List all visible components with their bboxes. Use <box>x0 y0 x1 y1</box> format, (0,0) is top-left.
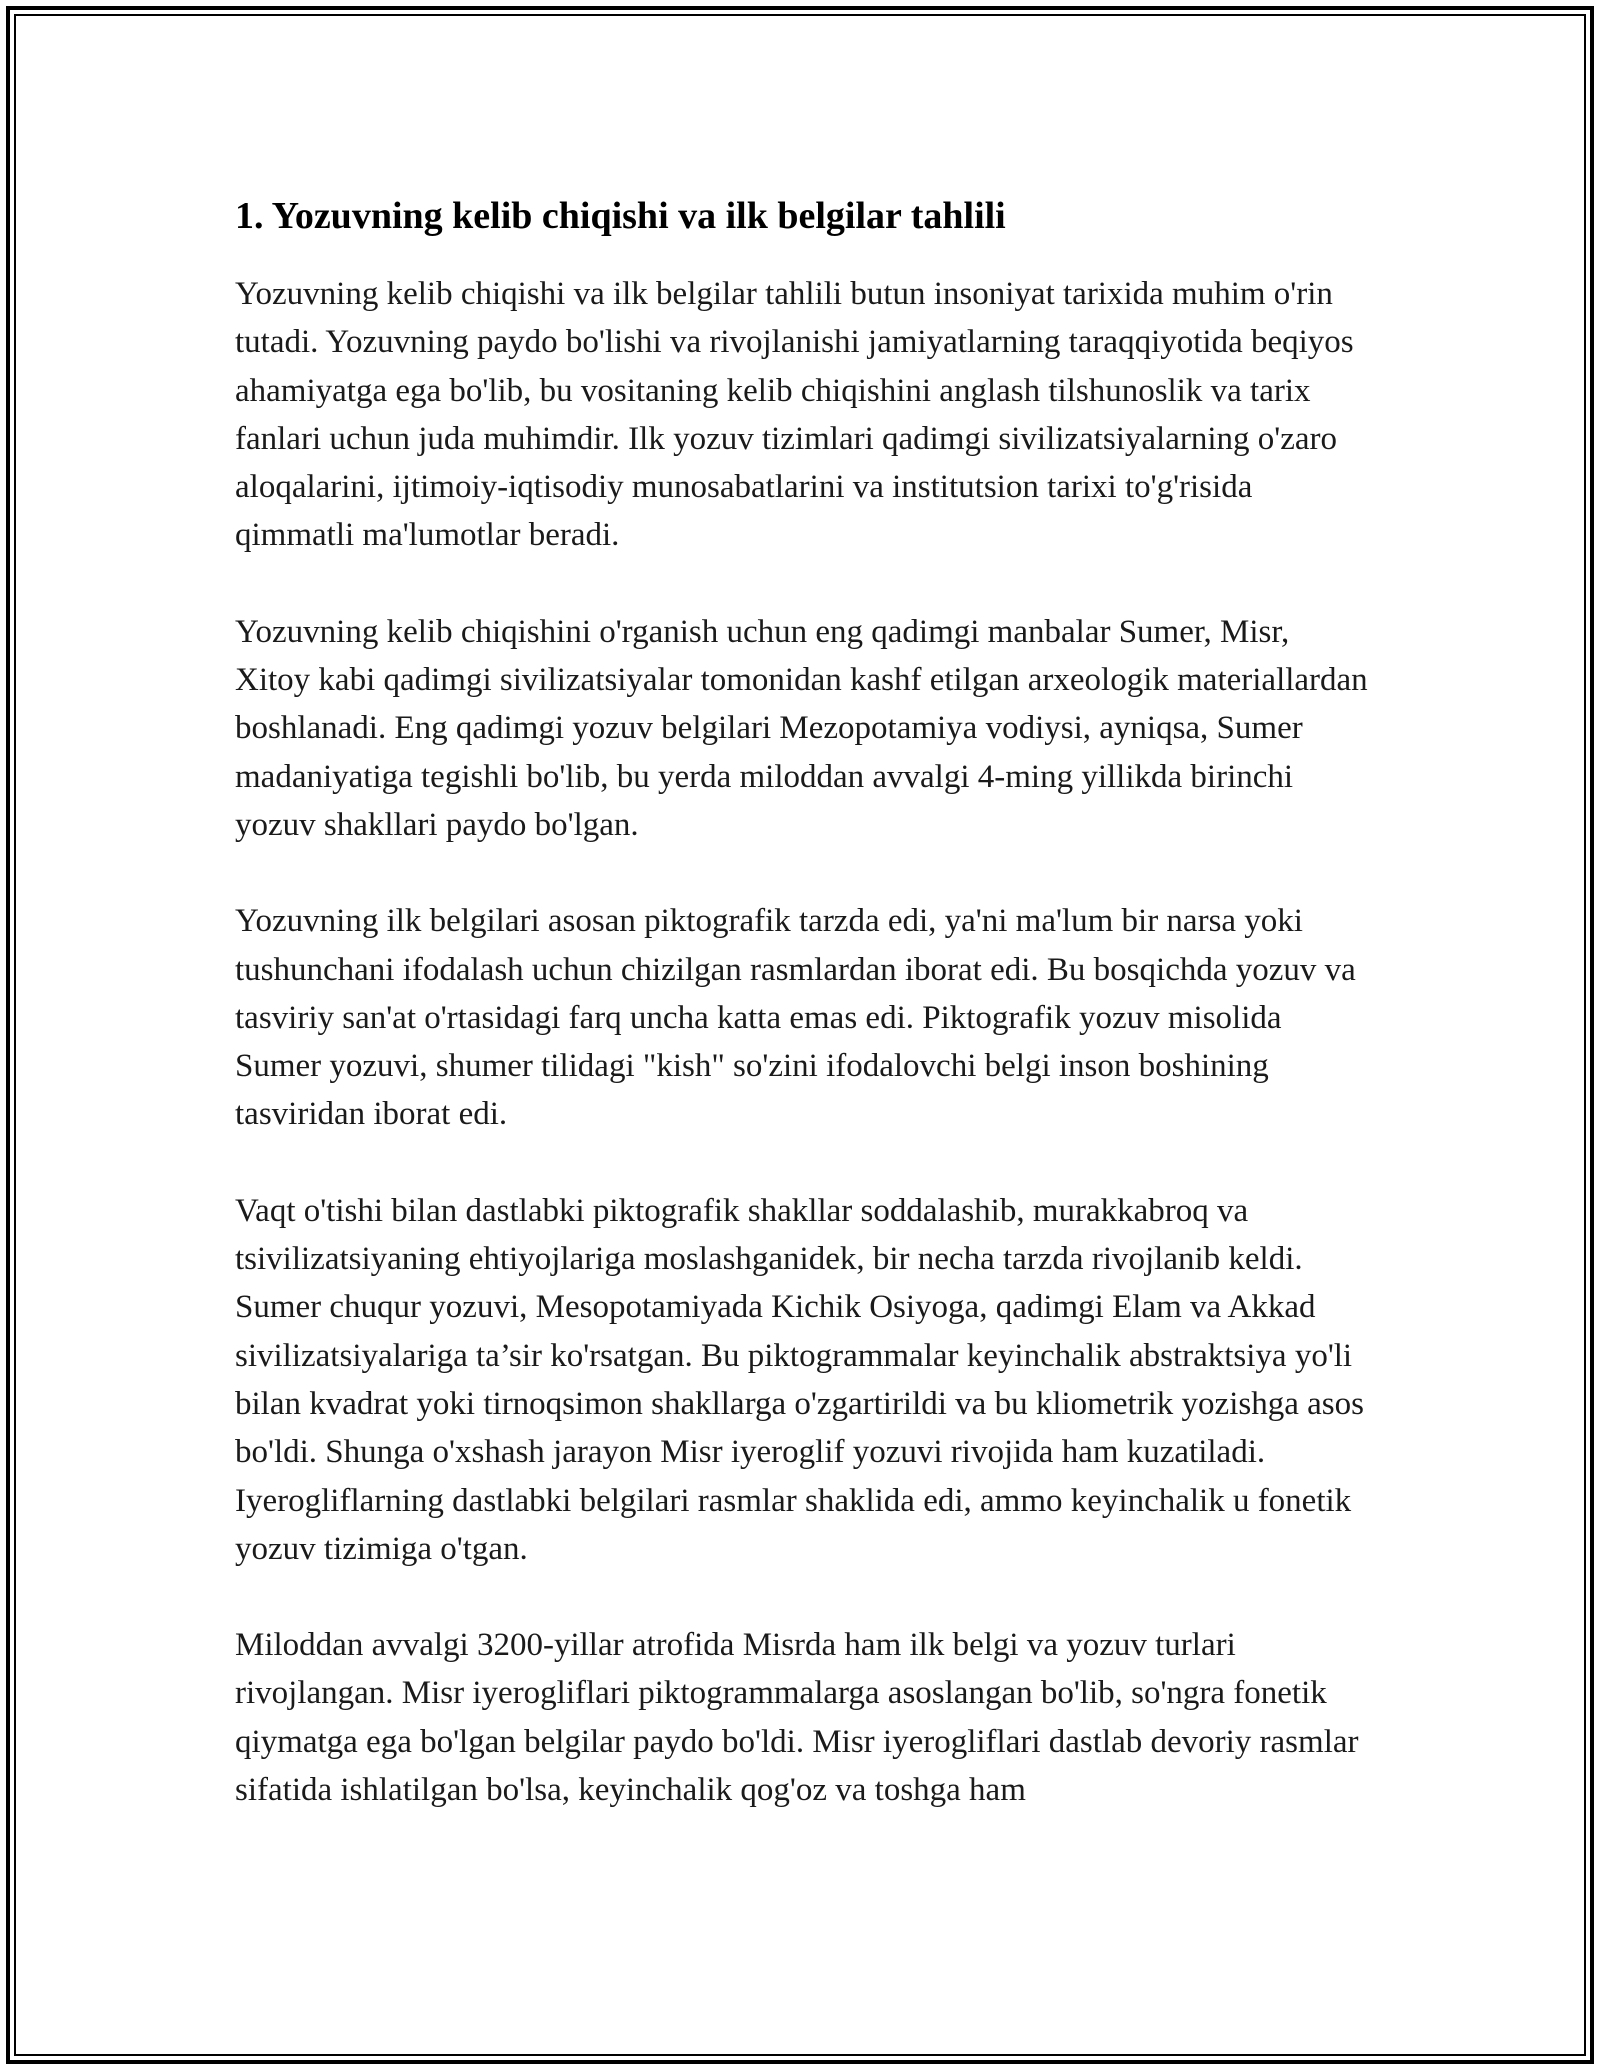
paragraph-5: Miloddan avvalgi 3200-yillar atrofida Misrda ham ilk belgi va yozuv turlari rivojlangan. Misr iyerogliflari piktogrammalarga asoslangan bo'lib, so'ngra fonetik qiymatga ega bo'lgan belgilar paydo bo'ldi. Misr iyerogliflari dastlab devoriy rasmlar sifatida ishlatilgan bo'lsa, keyinchalik qog'oz va toshga ham <box>235 1627 1359 1809</box>
document-body <box>235 190 1370 1814</box>
paragraph-3: Yozuvning ilk belgilari asosan piktografik tarzda edi, ya'ni ma'lum bir narsa yoki tushunchani ifodalash uchun chizilgan rasmlardan iborat edi. Bu bosqichda yozuv va tasviriy san'at o'rtasidagi farq uncha katta emas edi. Piktografik yozuv misolida Sumer yozuvi, shumer tilidagi "kish" so'zini ifodalovchi belgi inson boshining tasviridan iborat edi. <box>235 903 1356 1133</box>
paragraph-2: Yozuvning kelib chiqishini o'rganish uchun eng qadimgi manbalar Sumer, Misr, Xitoy kabi qadimgi sivilizatsiyalar tomonidan kashf etilgan arxeologik materiallardan boshlanadi. Eng qadimgi yozuv belgilari Mezopotamiya vodiysi, ayniqsa, Sumer madaniyatiga tegishli bo'lib, bu yerda miloddan avvalgi 4-ming yillikda birinchi yozuv shakllari paydo bo'lgan. <box>235 613 1368 843</box>
paragraph-1: Yozuvning kelib chiqishi va ilk belgilar tahlili butun insoniyat tarixida muhim o'rin tutadi. Yozuvning paydo bo'lishi va rivojlanishi jamiyatlarning taraqqiyotida beqiyos ahamiyatga ega bo'lib, bu vositaning kelib chiqishini anglash tilshunoslik va tarix fanlari uchun juda muhimdir. Ilk yozuv tizimlari qadimgi sivilizatsiyalarning o'zaro aloqalarini, ijtimoiy-iqtisodiy munosabatlarini va institutsion tarixi to'g'risida qimmatli ma'lumotlar beradi. <box>235 276 1354 554</box>
section-heading: 1. Yozuvning kelib chiqishi va ilk belgilar tahlili <box>235 195 1006 237</box>
paragraph-4: Vaqt o'tishi bilan dastlabki piktografik shakllar soddalashib, murakkabroq va tsivilizatsiyaning ehtiyojlariga moslashganidek, bir necha tarzda rivojlanib keldi. Sumer chuqur yozuvi, Mesopotamiyada Kichik Osiyoga, qadimgi Elam va Akkad sivilizatsiyalariga ta’sir ko'rsatgan. Bu piktogrammalar keyinchalik abstraktsiya yo'li bilan kvadrat yoki tirnoqsimon shakllarga o'zgartirildi va bu kliometrik yozishga asos bo'ldi. Shunga o'xshash jarayon Misr iyeroglif yozuvi rivojida ham kuzatiladi. Iyerogliflarning dastlabki belgilari rasmlar shaklida edi, ammo keyinchalik u fonetik yozuv tizimiga o'tgan. <box>235 1192 1364 1567</box>
